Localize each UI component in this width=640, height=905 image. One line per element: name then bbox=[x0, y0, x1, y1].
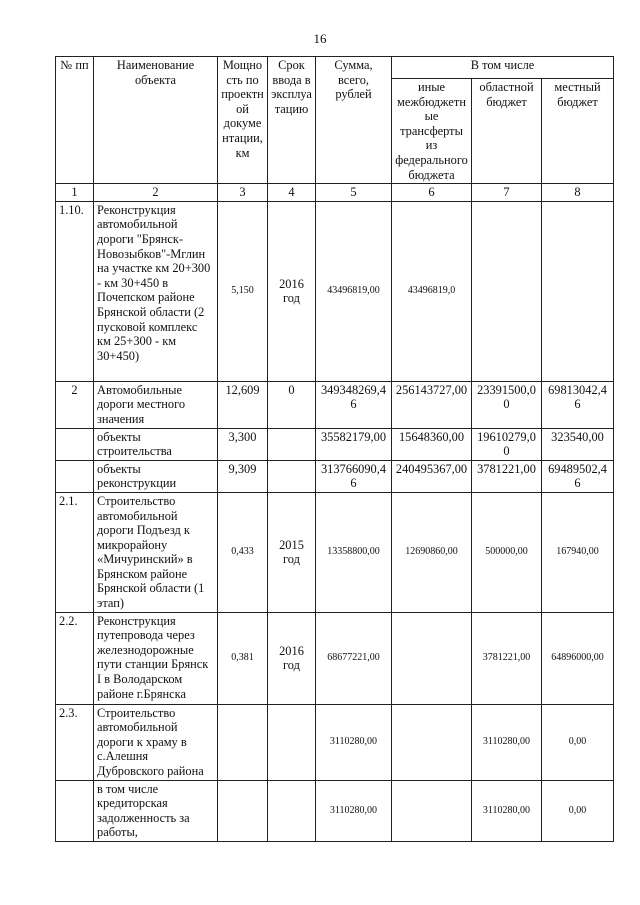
local-cell bbox=[542, 201, 614, 381]
object-name: Реконструкция автомобильной дороги "Брянск-Новозыбков"-Мглин на участке км 20+300 - км 30+450 в Почепском районе Брянской области (2 пусковой комплекс км 25+300 - км 30+450) bbox=[94, 201, 218, 381]
term-cell: 0 bbox=[268, 381, 316, 428]
capacity-cell: 0,381 bbox=[218, 612, 268, 704]
sum-cell: 349348269,46 bbox=[316, 381, 392, 428]
sum-cell: 35582179,00 bbox=[316, 428, 392, 460]
regional-cell: 3110280,00 bbox=[472, 780, 542, 841]
sum-cell: 3110280,00 bbox=[316, 780, 392, 841]
table-row bbox=[56, 612, 614, 704]
header-regional: областной бюджет bbox=[472, 79, 542, 184]
regional-cell: 500000,00 bbox=[472, 492, 542, 612]
sum-cell: 68677221,00 bbox=[316, 612, 392, 704]
local-cell: 69489502,46 bbox=[542, 460, 614, 492]
table-row bbox=[56, 492, 614, 612]
federal-cell bbox=[392, 612, 472, 704]
header-name: Наименование объекта bbox=[94, 57, 218, 184]
header-term: Срок ввода в эксплуатацию bbox=[268, 57, 316, 184]
term-cell bbox=[268, 704, 316, 780]
regional-cell: 3781221,00 bbox=[472, 460, 542, 492]
object-name: объекты строительства bbox=[94, 428, 218, 460]
row-number: 2.3. bbox=[56, 704, 94, 780]
term-cell bbox=[268, 780, 316, 841]
capacity-cell: 9,309 bbox=[218, 460, 268, 492]
local-cell: 0,00 bbox=[542, 780, 614, 841]
local-cell: 69813042,46 bbox=[542, 381, 614, 428]
table-row bbox=[56, 780, 614, 841]
capacity-cell: 12,609 bbox=[218, 381, 268, 428]
sum-cell: 3110280,00 bbox=[316, 704, 392, 780]
row-number: 1.10. bbox=[56, 201, 94, 381]
term-cell: 2016 год bbox=[268, 201, 316, 381]
table-row bbox=[56, 460, 614, 492]
capacity-cell bbox=[218, 704, 268, 780]
row-number bbox=[56, 428, 94, 460]
object-name: Строительство автомобильной дороги Подъезд к микрорайону «Мичуринский» в Брянском районе Брянской области (1 этап) bbox=[94, 492, 218, 612]
federal-cell bbox=[392, 780, 472, 841]
local-cell: 323540,00 bbox=[542, 428, 614, 460]
federal-cell: 43496819,0 bbox=[392, 201, 472, 381]
header-including: В том числе bbox=[392, 57, 614, 79]
header-capacity: Мощность по проектной документации, км bbox=[218, 57, 268, 184]
term-cell bbox=[268, 428, 316, 460]
regional-cell: 23391500,00 bbox=[472, 381, 542, 428]
object-name: в том числе кредиторская задолженность за работы, bbox=[94, 780, 218, 841]
regional-cell: 19610279,00 bbox=[472, 428, 542, 460]
object-name: Строительство автомобильной дороги к храму в с.Алешня Дубровского района bbox=[94, 704, 218, 780]
federal-cell: 240495367,00 bbox=[392, 460, 472, 492]
capacity-cell: 3,300 bbox=[218, 428, 268, 460]
header-federal: иные межбюджетные трансферты из федерального бюджета bbox=[392, 79, 472, 184]
header-local: местный бюджет bbox=[542, 79, 614, 184]
table-row bbox=[56, 201, 614, 381]
object-name: Автомобильные дороги местного значения bbox=[94, 381, 218, 428]
regional-cell: 3110280,00 bbox=[472, 704, 542, 780]
term-cell: 2016 год bbox=[268, 612, 316, 704]
sum-cell: 13358800,00 bbox=[316, 492, 392, 612]
federal-cell bbox=[392, 704, 472, 780]
header-num: № пп bbox=[56, 57, 94, 184]
column-number: 1 bbox=[56, 184, 94, 202]
page-number: 16 bbox=[313, 31, 327, 46]
federal-cell: 12690860,00 bbox=[392, 492, 472, 612]
column-number: 3 bbox=[218, 184, 268, 202]
row-number: 2.2. bbox=[56, 612, 94, 704]
capacity-cell bbox=[218, 780, 268, 841]
row-number: 2.1. bbox=[56, 492, 94, 612]
local-cell: 167940,00 bbox=[542, 492, 614, 612]
table-row bbox=[56, 704, 614, 780]
header-sum: Сумма, всего, рублей bbox=[316, 57, 392, 184]
column-number: 5 bbox=[316, 184, 392, 202]
sum-cell: 43496819,00 bbox=[316, 201, 392, 381]
column-number: 2 bbox=[94, 184, 218, 202]
capacity-cell: 5,150 bbox=[218, 201, 268, 381]
column-number: 6 bbox=[392, 184, 472, 202]
regional-cell bbox=[472, 201, 542, 381]
term-cell: 2015 год bbox=[268, 492, 316, 612]
row-number: 2 bbox=[56, 381, 94, 428]
term-cell bbox=[268, 460, 316, 492]
object-name: Реконструкция путепровода через железнодорожные пути станции Брянск I в Володарском районе г.Брянска bbox=[94, 612, 218, 704]
investment-table bbox=[55, 56, 614, 842]
column-number: 8 bbox=[542, 184, 614, 202]
federal-cell: 15648360,00 bbox=[392, 428, 472, 460]
object-name: объекты реконструкции bbox=[94, 460, 218, 492]
capacity-cell: 0,433 bbox=[218, 492, 268, 612]
table-row bbox=[56, 381, 614, 428]
sum-cell: 313766090,46 bbox=[316, 460, 392, 492]
local-cell: 64896000,00 bbox=[542, 612, 614, 704]
row-number bbox=[56, 460, 94, 492]
column-number: 4 bbox=[268, 184, 316, 202]
local-cell: 0,00 bbox=[542, 704, 614, 780]
row-number bbox=[56, 780, 94, 841]
federal-cell: 256143727,00 bbox=[392, 381, 472, 428]
table-row bbox=[56, 428, 614, 460]
column-number: 7 bbox=[472, 184, 542, 202]
regional-cell: 3781221,00 bbox=[472, 612, 542, 704]
